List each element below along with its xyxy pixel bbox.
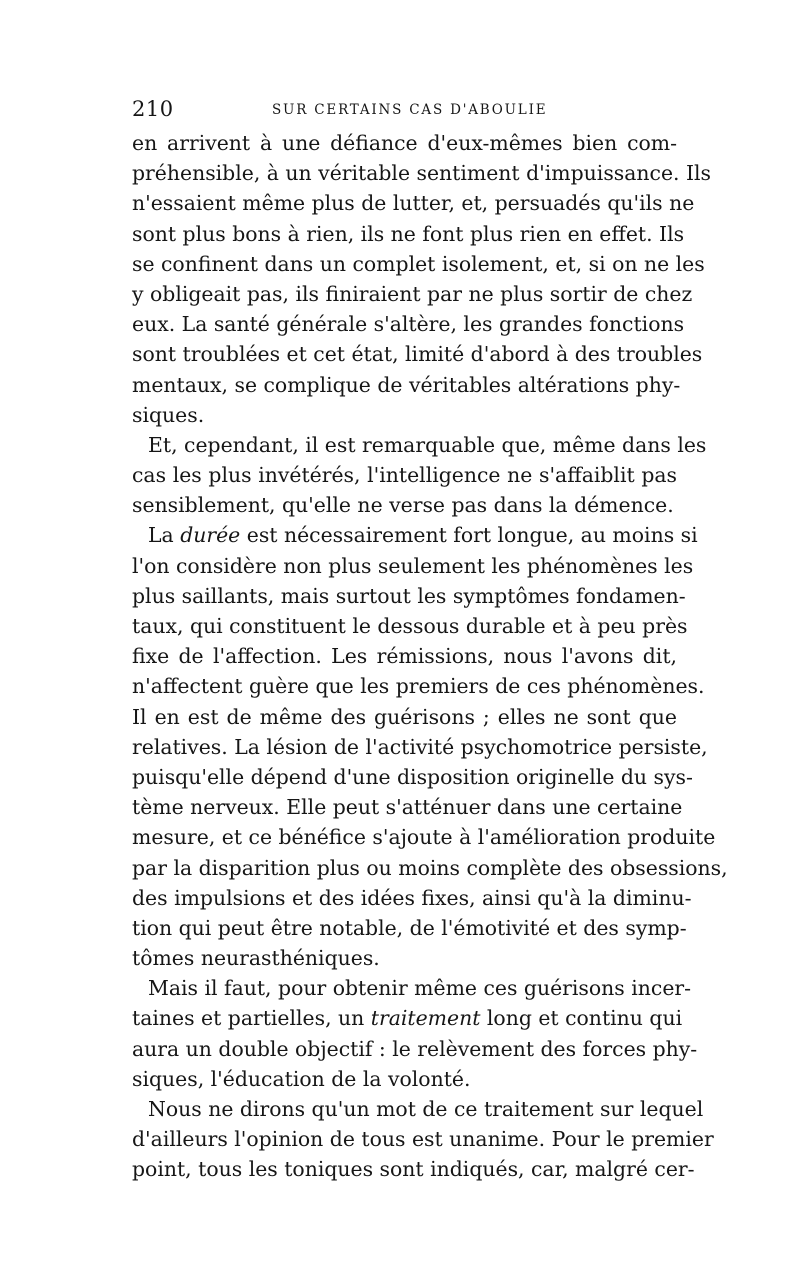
text-line: aura un double objectif : le relèvement des forces phy- xyxy=(132,1036,698,1061)
text-line: fixe de l'affection. Les rémissions, nous l'avons dit, xyxy=(132,644,677,669)
paragraph-start-line xyxy=(132,520,698,550)
text-line: sont plus bons à rien, ils ne font plus rien en effet. Ils xyxy=(132,221,685,246)
paragraph-end-line: tômes neurasthéniques. xyxy=(132,946,380,971)
paragraph-end-line: sensiblement, qu'elle ne verse pas dans la démence. xyxy=(132,493,674,518)
line-text-before: taines et partielles, un xyxy=(132,1006,371,1031)
text-line: en arrivent à une défiance d'eux-mêmes bien com- xyxy=(132,131,677,155)
line-text-before: La xyxy=(148,523,181,548)
line-text-after: est nécessairement fort longue, au moins si xyxy=(240,523,698,548)
text-line: eux. La santé générale s'altère, les grandes fonctions xyxy=(132,312,685,337)
text-line: plus saillants, mais surtout les symptômes fondamen- xyxy=(132,583,686,608)
text-line: préhensible, à un véritable sentiment d'impuissance. Ils xyxy=(132,161,712,186)
text-line: n'essaient même plus de lutter, et, persuadés qu'ils ne xyxy=(132,191,695,216)
text-line: tion qui peut être notable, de l'émotivité et des symp- xyxy=(132,915,687,940)
page-number: 210 xyxy=(132,97,174,121)
text-line: se confinent dans un complet isolement, et, si on ne les xyxy=(132,251,705,276)
body-text xyxy=(132,128,728,1185)
text-line: point, tous les toniques sont indiqués, car, malgré cer- xyxy=(132,1157,695,1182)
text-line: l'on considère non plus seulement les phénomènes les xyxy=(132,553,694,578)
text-line: des impulsions et des idées fixes, ainsi qu'à la diminu- xyxy=(132,885,692,910)
italic-term: traitement xyxy=(370,1006,481,1031)
paragraph-end-line: siques. xyxy=(132,402,205,427)
text-line: y obligeait pas, ils finiraient par ne plus sortir de chez xyxy=(132,281,693,306)
text-line: sont troublées et cet état, limité d'abord à des troubles xyxy=(132,342,703,367)
text-line: n'affectent guère que les premiers de ces phénomènes. xyxy=(132,674,705,699)
line-text-after: long et continu qui xyxy=(480,1006,683,1031)
text-line: taux, qui constituent le dessous durable et à peu près xyxy=(132,614,688,638)
text-line: puisqu'elle dépend d'une disposition originelle du sys- xyxy=(132,764,693,789)
text-line: tème nerveux. Elle peut s'atténuer dans une certaine xyxy=(132,795,683,820)
text-line: mentaux, se complique de véritables altérations phy- xyxy=(132,372,681,397)
text-line: relatives. La lésion de l'activité psychomotrice persiste, xyxy=(132,734,708,759)
italic-term: durée xyxy=(180,523,241,548)
text-line: d'ailleurs l'opinion de tous est unanime. Pour le premier xyxy=(132,1127,714,1152)
text-line: mesure, et ce bénéfice s'ajoute à l'amélioration produite xyxy=(132,825,716,850)
text-line: par la disparition plus ou moins complète des obsessions, xyxy=(132,855,728,880)
paragraph-start-line: Nous ne dirons qu'un mot de ce traitement sur lequel xyxy=(148,1097,704,1121)
running-title: SUR CERTAINS CAS D'ABOULIE xyxy=(272,102,548,118)
text-line: cas les plus invétérés, l'intelligence ne s'affaiblit pas xyxy=(132,463,677,488)
paragraph-start-line: Mais il faut, pour obtenir même ces guérisons incer- xyxy=(148,976,692,1001)
text-line: Il en est de même des guérisons ; elles ne sont que xyxy=(132,704,677,729)
running-head xyxy=(132,97,677,121)
text-line xyxy=(132,1003,683,1033)
paragraph-start-line: Et, cependant, il est remarquable que, même dans les xyxy=(148,432,707,457)
paragraph-end-line: siques, l'éducation de la volonté. xyxy=(132,1066,471,1091)
